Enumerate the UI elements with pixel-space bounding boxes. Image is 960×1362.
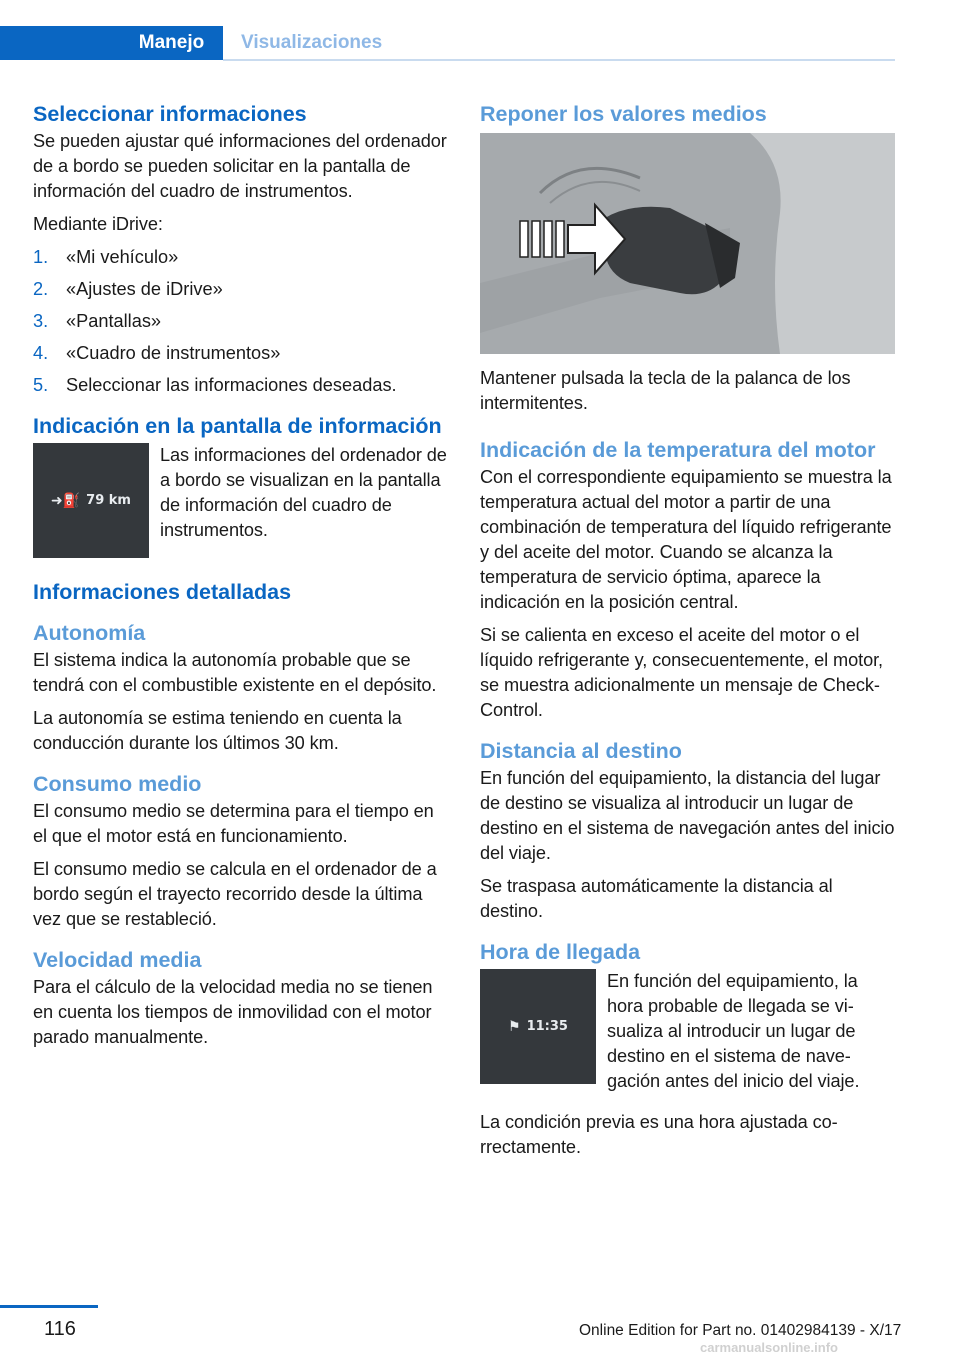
paragraph: Para el cálculo de la velocidad media no se tienen en cuenta los tiempos de inmovilidad con el motor parado manualmente.: [33, 977, 433, 1047]
heading-consumo-medio: Consumo medio: [33, 772, 202, 796]
step-number: 5.: [33, 375, 49, 395]
tab-visualizaciones[interactable]: Visualizaciones: [241, 32, 383, 53]
list-item: [33, 309, 451, 334]
paragraph: Se traspasa automáticamente la distancia al destino.: [480, 876, 833, 921]
paragraph: El consumo medio se calcula en el ordenador de a bordo según el trayecto recorrido desde la última vez que se restableció.: [33, 859, 437, 929]
paragraph: La autonomía se estima teniendo en cuenta la conducción durante los últimos 30 km.: [33, 708, 402, 753]
paragraph: El sistema indica la autonomía probable que se tendrá con el combustible existente en el depósito.: [33, 650, 437, 695]
right-column: [480, 102, 896, 1168]
step-number: 1.: [33, 247, 49, 267]
heading-distancia-destino: Distancia al destino: [480, 739, 682, 763]
paragraph: Se pueden ajustar qué informaciones del ordenador de a bordo se pueden solicitar en la pantalla de información del cuadro de instrumentos.: [33, 131, 447, 201]
step-text: «Mi vehículo»: [66, 247, 179, 267]
page-header: [0, 26, 895, 62]
step-number: 3.: [33, 311, 49, 331]
heading-temperatura-motor: Indicación de la temperatura del motor: [480, 438, 876, 462]
watermark: carmanualsonline.info: [700, 1340, 838, 1355]
list-item: [33, 373, 451, 398]
step-text: Seleccionar las informaciones deseadas.: [66, 375, 397, 395]
arrival-time-image: [480, 969, 596, 1084]
edition-note: Online Edition for Part no. 01402984139 - X/17: [579, 1322, 902, 1339]
step-number: 2.: [33, 279, 49, 299]
heading-seleccionar-informaciones: Seleccionar informaciones: [33, 102, 307, 126]
page-number: 116: [44, 1318, 76, 1340]
step-text: «Ajustes de iDrive»: [66, 279, 223, 299]
list-item: [33, 277, 451, 302]
paragraph: En función del equipamiento, la distancia del lugar de destino se visualiza al introducir un lugar de destino en el sistema de navegación antes del inicio del viaje.: [480, 768, 895, 863]
footer-rule: [0, 1305, 98, 1308]
left-column: [33, 102, 451, 1058]
steps-list: [33, 245, 451, 398]
turn-signal-lever-photo: [480, 133, 895, 354]
arrival-time-value: 11:35: [526, 1019, 568, 1034]
arrival-time-block: [480, 969, 896, 1094]
destination-flag-icon: ⚑: [508, 1018, 521, 1035]
paragraph: Si se calienta en exceso el aceite del motor o el líquido refrigerante y, consecuentemente, el motor, se muestra adicionalmente un mensaje de Check-Control.: [480, 625, 883, 720]
heading-velocidad-media: Velocidad media: [33, 948, 202, 972]
range-display-block: [33, 443, 451, 558]
paragraph: La condición previa es una hora ajustada correctamente.: [480, 1112, 838, 1157]
range-display-value: 79 km: [86, 493, 131, 508]
heading-hora-llegada: Hora de llegada: [480, 940, 641, 964]
heading-indicacion-pantalla: Indicación en la pantalla de información: [33, 414, 442, 438]
lever-illustration: [480, 133, 895, 354]
header-rule: [223, 59, 895, 61]
paragraph: El consumo medio se determina para el tiempo en el que el motor está en funcionamiento.: [33, 801, 434, 846]
heading-informaciones-detalladas: Informaciones detalladas: [33, 580, 292, 604]
step-number: 4.: [33, 343, 49, 363]
paragraph: Con el correspondiente equipamiento se muestra la temperatura actual del motor a partir de una combinación de temperatura del líquido refrigerante y del aceite del motor. Cuando se alcanza la temperatura de servicio óptima, aparece la indicación en la posición central.: [480, 467, 892, 612]
paragraph: Mediante iDrive:: [33, 214, 163, 234]
paragraph: En función del equipamiento, la hora probable de llegada se visualiza al introducir un lugar de destino en el sistema de navegación antes del inicio del viaje.: [607, 971, 860, 1091]
step-text: «Pantallas»: [66, 311, 162, 331]
heading-reponer-valores: Reponer los valores medios: [480, 102, 767, 126]
paragraph: Las informaciones del ordenador de a bordo se visualizan en la pantalla de información del cuadro de instrumentos.: [160, 445, 447, 540]
fuel-range-icon: ➜⛽: [51, 492, 81, 509]
tab-manejo[interactable]: Manejo: [138, 32, 205, 53]
heading-autonomia: Autonomía: [33, 621, 146, 645]
list-item: [33, 341, 451, 366]
range-display-image: [33, 443, 149, 558]
paragraph: Mantener pulsada la tecla de la palanca de los intermitentes.: [480, 368, 851, 413]
step-text: «Cuadro de instrumentos»: [66, 343, 281, 363]
list-item: [33, 245, 451, 270]
